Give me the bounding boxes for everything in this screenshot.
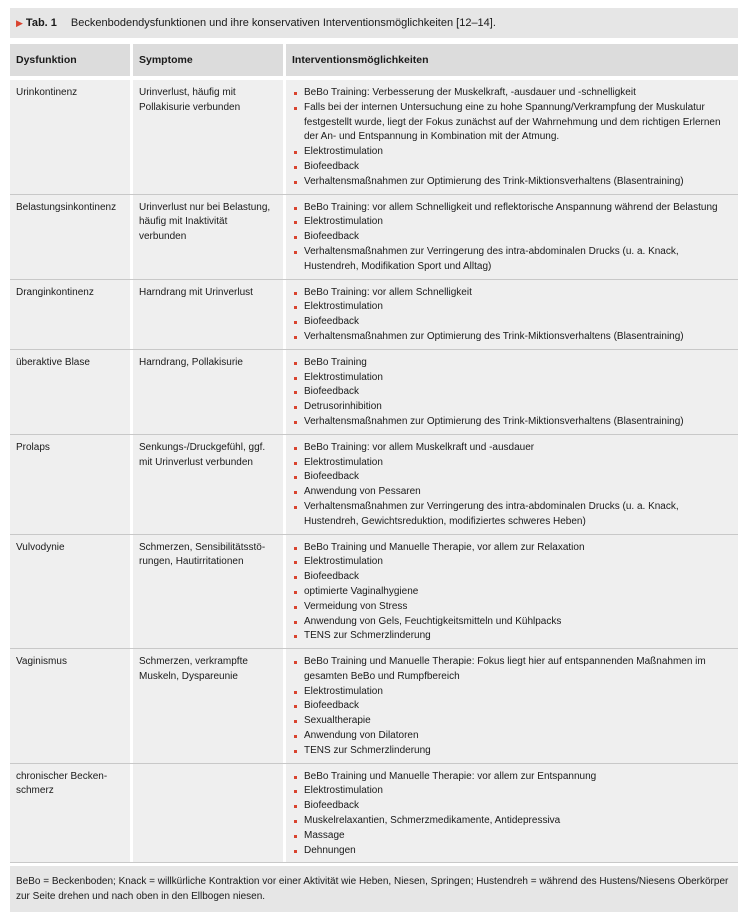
list-item: Biofeedback [294, 315, 732, 330]
cell-dysfunktion: Vulvodynie [10, 535, 130, 649]
header-interventionen: Interventionsmöglichkeiten [286, 44, 738, 76]
list-item: Biofeedback [294, 799, 732, 814]
list-item: BeBo Training und Manuelle Therapie: vor allem zur Entspannung [294, 770, 732, 785]
table-row [10, 764, 738, 864]
list-item: Biofeedback [294, 699, 732, 714]
list-item: Biofeedback [294, 385, 732, 400]
cell-symptome: Schmerzen, Sensibilitätsstö-rungen, Hautirritationen [133, 535, 283, 649]
intervention-list [294, 655, 732, 759]
list-item: TENS zur Schmerzlinderung [294, 744, 732, 759]
cell-interventionen [286, 80, 738, 194]
table-caption [10, 8, 738, 38]
table-row [10, 435, 738, 535]
list-item: BeBo Training: Verbesserung der Muskelkraft, -ausdauer und -schnelligkeit [294, 86, 732, 101]
list-item: Falls bei der internen Untersuchung eine zu hohe Spannung/Verkrampfung der Muskulatur festgestellt wurde, liegt der Fokus zunächst auf der Wahrnehmung und dem richtigen Erlernen der An- und Entspannung in Kombination mit der Atmung. [294, 101, 732, 145]
cell-symptome: Harndrang mit Urinverlust [133, 280, 283, 349]
list-item: Elektrostimulation [294, 784, 732, 799]
list-item: Verhaltensmaßnahmen zur Verringerung des intra-abdominalen Drucks (u. a. Knack, Hustendreh, Modifikation Sport und Alltag) [294, 245, 732, 275]
list-item: Sexualtherapie [294, 714, 732, 729]
intervention-list [294, 86, 732, 190]
list-item: Biofeedback [294, 570, 732, 585]
table-row [10, 350, 738, 435]
cell-interventionen [286, 350, 738, 434]
header-dysfunktion: Dysfunktion [10, 44, 130, 76]
list-item: Biofeedback [294, 160, 732, 175]
list-item: BeBo Training und Manuelle Therapie, vor allem zur Relaxation [294, 541, 732, 556]
list-item: Verhaltensmaßnahmen zur Optimierung des Trink-Miktionsverhaltens (Blasentraining) [294, 415, 732, 430]
list-item: Vermeidung von Stress [294, 600, 732, 615]
list-item: Elektrostimulation [294, 300, 732, 315]
cell-symptome [133, 764, 283, 863]
list-item: Muskelrelaxantien, Schmerzmedikamente, Antidepressiva [294, 814, 732, 829]
intervention-list [294, 541, 732, 645]
list-item: BeBo Training und Manuelle Therapie: Fokus liegt hier auf entspannenden Maßnahmen im gesamten BeBo und Rumpfbereich [294, 655, 732, 685]
table-number: Tab. 1 [25, 17, 57, 29]
list-item: Verhaltensmaßnahmen zur Optimierung des Trink-Miktionsverhaltens (Blasentraining) [294, 175, 732, 190]
list-item: Elektrostimulation [294, 685, 732, 700]
list-item: Biofeedback [294, 230, 732, 245]
cell-symptome: Urinverlust nur bei Belastung, häufig mit Inaktivität verbunden [133, 195, 283, 279]
table-title: Beckenbodendysfunktionen und ihre konservativen Interventionsmöglichkeiten [12–14]. [70, 17, 496, 29]
cell-symptome: Harndrang, Pollakisurie [133, 350, 283, 434]
table-row [10, 280, 738, 350]
list-item: Verhaltensmaßnahmen zur Optimierung des Trink-Miktionsverhaltens (Blasentraining) [294, 330, 732, 345]
cell-interventionen [286, 435, 738, 534]
intervention-list [294, 356, 732, 430]
list-item: Massage [294, 829, 732, 844]
table-footnote: BeBo = Beckenboden; Knack = willkürliche Kontraktion vor einer Aktivität wie Heben, Niesen, Springen; Hustendreh = während des Hustens/Niesens Oberkörper zur Seite drehen und nach oben in den Ellbogen niesen. [10, 866, 738, 912]
list-item: Elektrostimulation [294, 145, 732, 160]
table-row [10, 80, 738, 195]
cell-interventionen [286, 195, 738, 279]
list-item: Anwendung von Pessaren [294, 485, 732, 500]
list-item: optimierte Vaginalhygiene [294, 585, 732, 600]
list-item: Biofeedback [294, 470, 732, 485]
table-row [10, 535, 738, 650]
list-item: Elektrostimulation [294, 215, 732, 230]
list-item: Elektrostimulation [294, 456, 732, 471]
cell-dysfunktion: Urinkontinenz [10, 80, 130, 194]
cell-dysfunktion: Prolaps [10, 435, 130, 534]
list-item: Anwendung von Dilatoren [294, 729, 732, 744]
list-item: BeBo Training [294, 356, 732, 371]
cell-interventionen [286, 535, 738, 649]
cell-dysfunktion: überaktive Blase [10, 350, 130, 434]
cell-interventionen [286, 764, 738, 863]
intervention-list [294, 201, 732, 275]
cell-symptome: Senkungs-/Druckgefühl, ggf. mit Urinverlust verbunden [133, 435, 283, 534]
list-item: Verhaltensmaßnahmen zur Verringerung des intra-abdominalen Drucks (u. a. Knack, Hustendreh, Gewichtsreduktion, modifiziertes schweres Heben) [294, 500, 732, 530]
cell-symptome: Schmerzen, verkrampfte Muskeln, Dyspareunie [133, 649, 283, 763]
list-item: Dehnungen [294, 844, 732, 859]
list-item: BeBo Training: vor allem Muskelkraft und -ausdauer [294, 441, 732, 456]
triangle-marker-icon: ▶ [16, 17, 23, 28]
cell-dysfunktion: Dranginkontinenz [10, 280, 130, 349]
list-item: Elektrostimulation [294, 555, 732, 570]
table-row [10, 195, 738, 280]
cell-dysfunktion: Vaginismus [10, 649, 130, 763]
list-item: Detrusorinhibition [294, 400, 732, 415]
intervention-list [294, 770, 732, 859]
list-item: TENS zur Schmerzlinderung [294, 629, 732, 644]
table-row [10, 649, 738, 764]
intervention-list [294, 286, 732, 345]
cell-dysfunktion: chronischer Becken-schmerz [10, 764, 130, 863]
table-figure [10, 8, 738, 912]
list-item: BeBo Training: vor allem Schnelligkeit und reflektorische Anspannung während der Belastung [294, 201, 732, 216]
list-item: Anwendung von Gels, Feuchtigkeitsmitteln und Kühlpacks [294, 615, 732, 630]
cell-interventionen [286, 280, 738, 349]
table-body [10, 80, 738, 863]
cell-dysfunktion: Belastungsinkontinenz [10, 195, 130, 279]
intervention-list [294, 441, 732, 530]
cell-interventionen [286, 649, 738, 763]
table-header [10, 44, 738, 76]
cell-symptome: Urinverlust, häufig mit Pollakisurie verbunden [133, 80, 283, 194]
list-item: BeBo Training: vor allem Schnelligkeit [294, 286, 732, 301]
header-symptome: Symptome [133, 44, 283, 76]
list-item: Elektrostimulation [294, 371, 732, 386]
